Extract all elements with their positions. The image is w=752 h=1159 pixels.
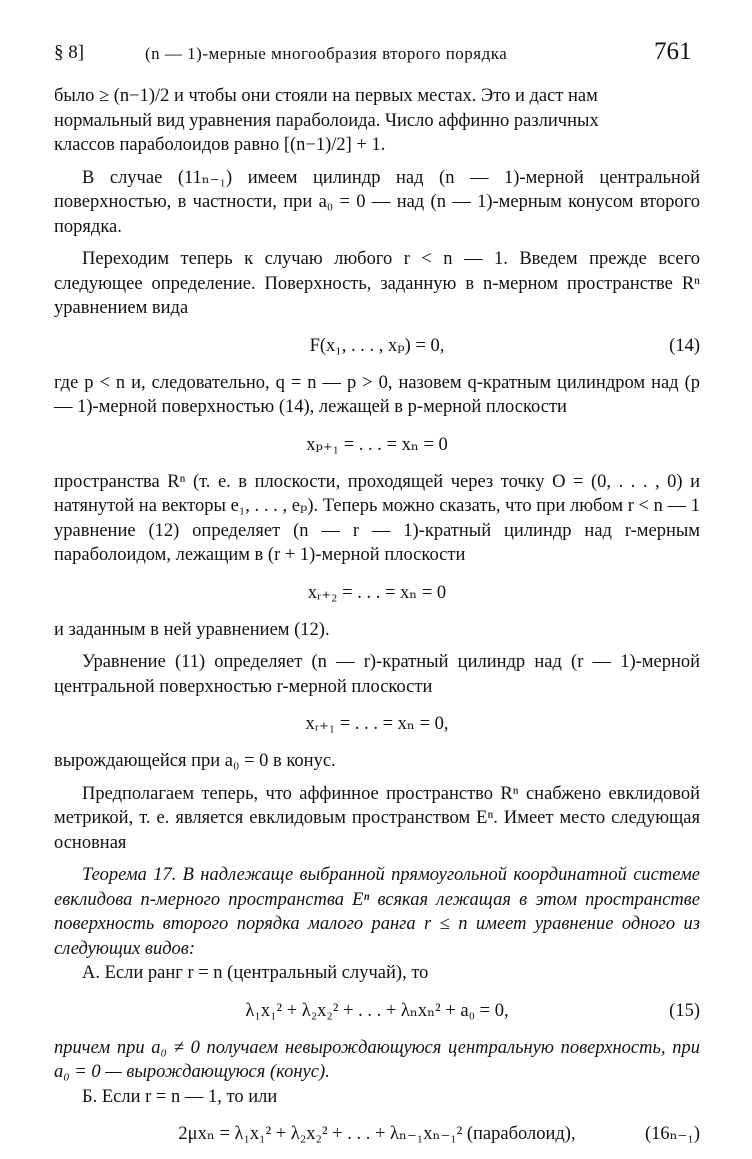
case-b: Б. Если r = n — 1, то или	[82, 1086, 278, 1107]
section-mark: § 8]	[54, 42, 85, 63]
paragraph: Предполагаем теперь, что аффинное пространство Rⁿ снабжено евклидовой метрикой, т. е. является евклидовым пространством Eⁿ. Имеет место следующая основная	[54, 783, 700, 853]
theorem-text: Теорема 17. В надлежаще выбранной прямоугольной координатной системе евклидова n-мерного пространства Eⁿ всякая лежащая в этом пространстве поверхность второго порядка малого ранга r ≤ n имеет уравнение одного из следующих видов:	[54, 865, 700, 959]
paragraph	[54, 1036, 700, 1085]
paragraph: Уравнение (11) определяет (n — r)-кратный цилиндр над (r — 1)-мерной центральной поверхностью r-мерной плоскости	[54, 652, 700, 697]
text-line: было ≥ (n−1)/2 и чтобы они стояли на первых местах. Это и даст нам	[54, 86, 598, 106]
equation-text: λ₁x₁² + λ₂x₂² + . . . + λₙxₙ² + a₀ = 0,	[245, 1000, 509, 1021]
equation-14	[54, 333, 700, 359]
theorem-17	[54, 863, 700, 961]
equation-text: 2μxₙ = λ₁x₁² + λ₂x₂² + . . . + λₙ₋₁xₙ₋₁² (параболоид),	[178, 1124, 576, 1144]
case-a: А. Если ранг r = n (центральный случай), то	[82, 963, 429, 983]
equation-number: (16ₙ₋₁)	[644, 1124, 700, 1144]
text-line: классов параболоидов равно [(n−1)/2] + 1.	[54, 135, 386, 155]
page-body	[54, 84, 700, 1159]
paragraph: пространства Rⁿ (т. е. в плоскости, проходящей через точку O = (0, . . . , 0) и натянутой на векторы e₁, . . . , eₚ). Теперь можно сказать, что при любом r < n — 1 уравнение (12) определяет (n — r — 1)-кратный цилиндр над r-мерным параболоидом, лежащим в (r + 1)-мерной плоскости	[54, 471, 700, 565]
running-header	[0, 38, 752, 78]
equation-plane-p	[54, 432, 700, 458]
equation-text: xᵣ₊₂ = . . . = xₙ = 0	[307, 582, 447, 603]
paragraph: где p < n и, следовательно, q = n — p > 0, назовем q-кратным цилиндром над (p — 1)-мерной поверхностью (14), лежащей в p-мерной плоскости	[54, 372, 700, 417]
equation-text: xᵣ₊₁ = . . . = xₙ = 0,	[305, 714, 449, 734]
equation-plane-r2	[54, 580, 700, 606]
equation-number: (14)	[669, 335, 700, 356]
equation-number: (15)	[669, 1000, 700, 1021]
page-number: 761	[654, 38, 692, 65]
equation-plane-r1	[54, 711, 700, 737]
paragraph: вырождающейся при a₀ = 0 в конус.	[54, 751, 336, 771]
paragraph-text: причем при a₀ ≠ 0 получаем невырождающуюся центральную поверхность, при a₀ = 0 — вырождающуюся (конус).	[54, 1037, 700, 1082]
running-title: (n — 1)-мерные многообразия второго порядка	[145, 44, 508, 63]
equation-15	[54, 998, 700, 1024]
paragraph: Переходим теперь к случаю любого r < n — 1. Введем прежде всего следующее определение. Поверхность, заданную в n-мерном пространстве Rⁿ уравнением вида	[54, 249, 700, 318]
paragraph: В случае (11ₙ₋₁) имеем цилиндр над (n — 1)-мерной центральной поверхностью, в частности, при a₀ = 0 — над (n — 1)-мерным конусом второго порядка.	[54, 167, 700, 237]
equation-text: xₚ₊₁ = . . . = xₙ = 0	[306, 434, 448, 455]
equation-16	[54, 1121, 700, 1147]
equation-text: F(x₁, . . . , xₚ) = 0,	[309, 335, 445, 356]
paragraph: и заданным в ней уравнением (12).	[54, 619, 330, 640]
text-line: нормальный вид уравнения параболоида. Число аффинно различных	[54, 110, 599, 131]
